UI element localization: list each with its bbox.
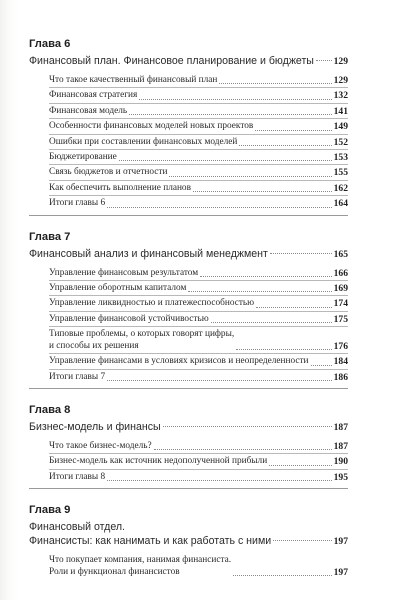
dot-leader xyxy=(193,191,332,192)
dot-leader xyxy=(316,60,332,61)
dot-leader xyxy=(255,130,331,131)
toc-entry[interactable] xyxy=(49,312,348,327)
toc-entry[interactable] xyxy=(49,73,348,88)
entry-title: Итоги главы 8 xyxy=(49,471,106,482)
dot-leader xyxy=(211,322,332,323)
dot-leader xyxy=(256,307,332,308)
entry-title: Особенности финансовых моделей новых проектов xyxy=(49,121,254,132)
dot-leader xyxy=(311,365,332,366)
toc-entry[interactable] xyxy=(49,296,348,311)
page-number: 175 xyxy=(333,313,348,325)
toc-entry[interactable] xyxy=(49,196,348,210)
section-title-row[interactable] xyxy=(29,420,348,435)
page-number: 129 xyxy=(333,75,348,86)
chapter-heading: Глава 7 xyxy=(29,230,71,243)
entry-list xyxy=(29,435,348,489)
entry-list xyxy=(29,549,348,583)
toc-entry[interactable] xyxy=(49,119,348,134)
dot-leader xyxy=(107,380,331,381)
section-title: Бизнес-модель и финансы xyxy=(29,420,161,433)
section-title-line: Финансовый отдел. xyxy=(29,521,125,534)
dot-leader xyxy=(270,253,332,254)
page-number: 153 xyxy=(333,152,348,164)
toc-entry[interactable] xyxy=(49,88,348,103)
entry-title: Управление финансовой устойчивостью xyxy=(49,313,209,324)
page-number: 129 xyxy=(333,56,348,67)
toc-entry[interactable] xyxy=(49,181,348,196)
page-number: 152 xyxy=(333,136,348,148)
section-title: Финансовый анализ и финансовый менеджмент xyxy=(29,247,268,260)
page-number: 187 xyxy=(333,440,348,452)
page-number: 169 xyxy=(333,283,348,295)
entry-title: Итоги главы 6 xyxy=(49,198,106,209)
page-number: 141 xyxy=(333,105,348,117)
page-number: 197 xyxy=(333,566,348,578)
section-title: Финансисты: как нанимать и как работать с ними xyxy=(29,535,272,548)
dot-leader xyxy=(107,207,331,208)
toc-entry[interactable] xyxy=(49,266,348,281)
dot-leader xyxy=(236,349,331,350)
entry-title: Что покупает компания, нанимая финансиста. Роли и функционал финансистов xyxy=(49,555,232,577)
toc-entry[interactable] xyxy=(49,327,348,354)
dot-leader xyxy=(200,276,331,277)
toc-entry[interactable] xyxy=(49,454,348,469)
entry-title: Финансовая стратегия xyxy=(49,90,138,101)
section-title-row[interactable] xyxy=(29,534,348,549)
toc-entry[interactable] xyxy=(49,135,348,150)
dot-leader xyxy=(169,176,331,177)
toc-entry[interactable] xyxy=(49,553,348,579)
page-number: 174 xyxy=(333,298,348,310)
toc-entry[interactable] xyxy=(49,354,348,369)
entry-title: Что такое бизнес-модель? xyxy=(49,440,152,451)
entry-list xyxy=(29,69,348,216)
page-number: 149 xyxy=(333,121,348,133)
entry-title: Итоги главы 7 xyxy=(49,371,106,382)
entry-title: Управление финансами в условиях кризисов и неопределенности xyxy=(49,356,309,367)
chapter-7 xyxy=(29,230,348,389)
entry-title: Управление финансовым результатом xyxy=(49,267,199,278)
entry-title: Как обеспечить выполнение планов xyxy=(49,182,191,193)
dot-leader xyxy=(273,540,331,541)
page-number: 195 xyxy=(333,471,348,483)
dot-leader xyxy=(129,114,331,115)
toc-entry[interactable] xyxy=(49,439,348,454)
page-number: 165 xyxy=(333,248,348,260)
entry-title: Финансовая модель xyxy=(49,105,128,116)
dot-leader xyxy=(233,575,331,576)
toc-entry[interactable] xyxy=(49,150,348,165)
chapter-heading: Глава 9 xyxy=(29,504,71,517)
page-number: 187 xyxy=(333,421,348,433)
dot-leader xyxy=(154,449,332,450)
dot-leader xyxy=(107,480,331,481)
section-title-row[interactable] xyxy=(29,247,348,262)
chapter-8 xyxy=(29,403,348,489)
dot-leader xyxy=(119,160,332,161)
page-number: 190 xyxy=(333,456,348,468)
page-number: 184 xyxy=(333,356,348,368)
chapter-heading: Глава 6 xyxy=(29,38,71,50)
entry-title: Управление ликвидностью и платежеспособностью xyxy=(49,298,255,309)
section-title: Финансовый план. Финансовое планирование и бюджеты xyxy=(29,55,314,67)
page-number: 197 xyxy=(333,536,348,548)
dot-leader xyxy=(188,291,331,292)
section-title-row[interactable] xyxy=(29,54,348,69)
page-number: 186 xyxy=(333,371,348,383)
toc-entry[interactable] xyxy=(49,470,348,484)
entry-title: Управление оборотным капиталом xyxy=(49,283,187,294)
page-number: 132 xyxy=(333,90,348,102)
entry-title: Бизнес-модель как источник недополученной прибыли xyxy=(49,456,268,467)
toc-entry[interactable] xyxy=(49,281,348,296)
entry-title: Бюджетирование xyxy=(49,152,117,163)
toc-entry[interactable] xyxy=(49,165,348,180)
page-number: 166 xyxy=(333,267,348,279)
toc-entry[interactable] xyxy=(49,370,348,384)
dot-leader xyxy=(269,465,331,466)
toc-entry[interactable] xyxy=(49,104,348,119)
dot-leader xyxy=(219,83,331,84)
dot-leader xyxy=(239,145,331,146)
chapter-9 xyxy=(29,503,348,583)
page-number: 176 xyxy=(333,340,348,352)
entry-title: Ошибки при составлении финансовых моделей xyxy=(49,136,238,147)
dot-leader xyxy=(163,426,332,427)
entry-title: Связь бюджетов и отчетности xyxy=(49,167,168,178)
dot-leader xyxy=(139,99,331,100)
chapter-6 xyxy=(29,37,348,216)
page-number: 155 xyxy=(333,167,348,179)
chapter-heading: Глава 8 xyxy=(29,403,71,416)
entry-title: Что такое качественный финансовый план xyxy=(49,75,218,85)
entry-list xyxy=(29,262,348,389)
entry-title: Типовые проблемы, о которых говорят цифры, и способы их решения xyxy=(49,329,235,351)
page-number: 164 xyxy=(333,198,348,210)
page-number: 162 xyxy=(333,182,348,194)
